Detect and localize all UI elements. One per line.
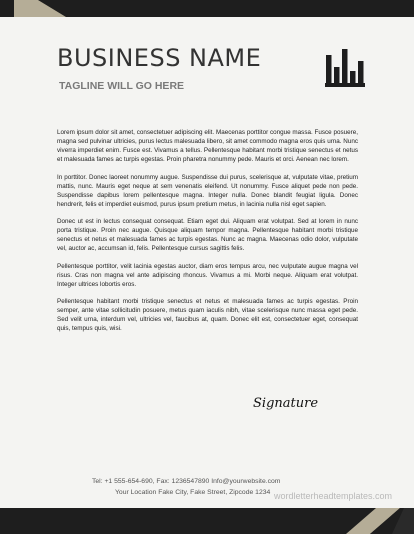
business-name: BUSINESS NAME bbox=[57, 44, 262, 72]
body-paragraph: Pellentesque porttitor, velit lacinia egestas auctor, diam eros tempus arcu, nec vulputate augue magna vel risus. Cras non magna vel ante adipiscing rhoncus. Vivamus a mi. Morbi neque. Aliquam erat volutpat. Integer ultrices lobortis eros. bbox=[57, 262, 358, 288]
signature: Signature bbox=[253, 396, 319, 411]
body-paragraph: Pellentesque habitant morbi tristique senectus et netus et malesuada fames ac turpis egestas. Proin semper, ante vitae sollicitudin posuere, metus quam iaculis nibh, vitae scelerisque nunc massa eget pede. Sed velit urna, interdum vel, ultricies vel, faucibus at, quam. Donec elit est, consectetuer eget, consequat quis, tempus quis, wisi. bbox=[57, 297, 358, 333]
footer-contact: Tel: +1 555-654-690, Fax: 1236547890 Info@yourwebsite.com bbox=[92, 478, 281, 485]
body-paragraph: Donec ut est in lectus consequat consequat. Etiam eget dui. Aliquam erat volutpat. Sed at lorem in nunc porta tristique. Proin nec augue. Quisque aliquam tempor magna. Pellentesque habitant morbi tristique senectus et netus et malesuada fames ac turpis egestas. Nunc ac magna. Maecenas odio dolor, vulputate vel, auctor ac, accumsan id, felis. Pellentesque cursus sagittis felis. bbox=[57, 218, 358, 253]
body-paragraph: In porttitor. Donec laoreet nonummy augue. Suspendisse dui purus, scelerisque at, vulputate vitae, pretium mattis, nunc. Mauris eget neque at sem venenatis eleifend. Ut nonummy. Fusce aliquet pede non pede. Suspendisse dapibus lorem pellentesque magna. Integer nulla. Donec blandit feugiat ligula. Donec hendrerit, felis et imperdiet euismod, purus ipsum pretium metus, in lacinia nulla nisl eget sapien. bbox=[57, 173, 358, 208]
top-decorative-bar bbox=[0, 0, 414, 17]
tagline: TAGLINE WILL GO HERE bbox=[59, 80, 185, 92]
bottom-decorative-bar bbox=[0, 508, 414, 534]
bar-chart-logo-icon bbox=[324, 47, 366, 89]
watermark-text: wordletterheadtemplates.com bbox=[274, 491, 393, 501]
body-paragraph: Lorem ipsum dolor sit amet, consectetuer adipiscing elit. Maecenas porttitor congue massa. Fusce posuere, magna sed pulvinar ultricies, purus lectus malesuada libero, sit amet commodo magna eros quis urna. Nunc viverra imperdiet enim. Fusce est. Vivamus a tellus. Pellentesque habitant morbi tristique senectus et netus et malesuada fames ac turpis egestas. Proin pharetra nonummy pede. Mauris et orci. Aenean nec lorem. bbox=[57, 129, 358, 164]
letter-body bbox=[57, 128, 358, 341]
footer-address: Your Location Fake City, Fake Street, Zipcode 1234 bbox=[115, 489, 271, 496]
